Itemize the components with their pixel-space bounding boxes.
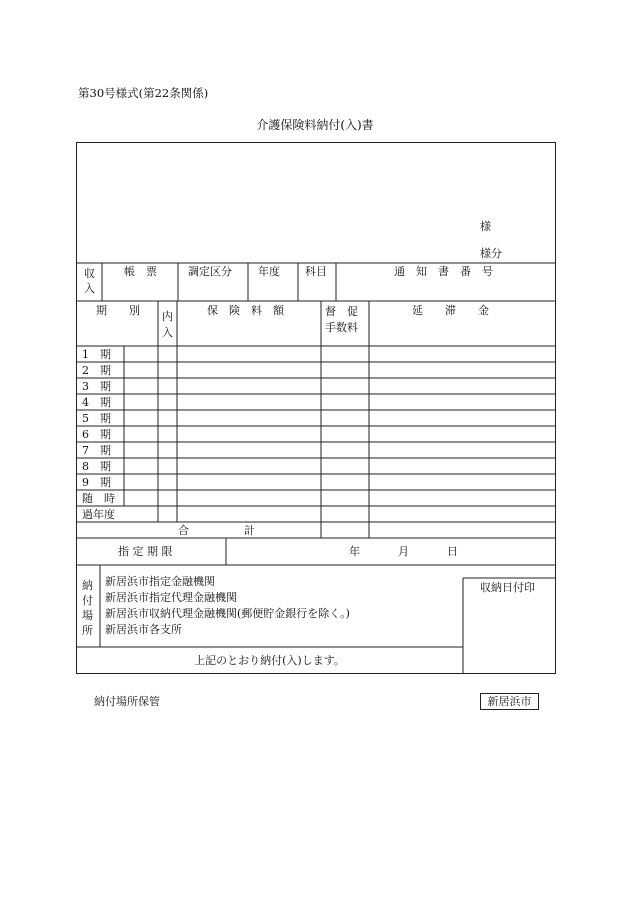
premium-amount-header: 保 険 料 額 (207, 304, 284, 317)
period-row-label: 過年度 (82, 508, 115, 521)
form-title: 介護保険料納付(入)書 (256, 118, 374, 132)
receipt-stamp-label: 収納日付印 (480, 581, 535, 594)
period-row-label: 5 期 (82, 412, 111, 425)
period-row-label: 9 期 (82, 476, 111, 489)
assessment-type-label: 調定区分 (188, 265, 232, 278)
payment-place-line: 新居浜市指定金融機関 (105, 575, 215, 588)
total-label: 合 計 (178, 524, 255, 537)
period-row-label: 2 期 (82, 364, 111, 377)
payer-honorific: 様 (480, 220, 491, 233)
payment-place-line: 新居浜市各支所 (105, 623, 182, 636)
period-row-label: 7 期 (82, 444, 111, 457)
income-label: 収入 (84, 267, 95, 295)
notice-number-label: 通 知 書 番 号 (394, 265, 493, 278)
period-header: 期 別 (96, 304, 140, 317)
retention-note: 納付場所保管 (94, 695, 160, 708)
period-row-label: 1 期 (82, 348, 111, 361)
issuer-box: 新居浜市 (480, 693, 539, 710)
period-row-label: 3 期 (82, 380, 111, 393)
late-charge-header: 延 滞 金 (412, 304, 489, 317)
subject-label: 科目 (305, 265, 327, 278)
form-number: 第30号様式(第22条関係) (78, 86, 209, 100)
deadline-day: 日 (447, 545, 458, 558)
fiscal-year-label: 年度 (258, 265, 280, 278)
deadline-label: 指 定 期 限 (118, 545, 173, 558)
payment-place-label: 納付場所 (82, 579, 93, 637)
breakdown-header: 内入 (162, 310, 173, 339)
payment-place-line: 新居浜市収納代理金融機関(郵便貯金銀行を除く。) (105, 607, 350, 620)
reminder-fee-header: 督 促 手数料 (325, 305, 358, 334)
deadline-year: 年 (349, 545, 360, 558)
payment-place-line: 新居浜市指定代理金融機関 (105, 591, 237, 604)
month-portion-label: 様分 (480, 247, 502, 260)
period-row-label: 随 時 (82, 492, 115, 505)
period-row-label: 6 期 (82, 428, 111, 441)
confirmation-text: 上記のとおり納付(入)します。 (194, 654, 345, 667)
period-row-label: 8 期 (82, 460, 111, 473)
period-row-label: 4 期 (82, 396, 111, 409)
deadline-month: 月 (398, 545, 409, 558)
ledger-label: 帳 票 (124, 265, 157, 278)
